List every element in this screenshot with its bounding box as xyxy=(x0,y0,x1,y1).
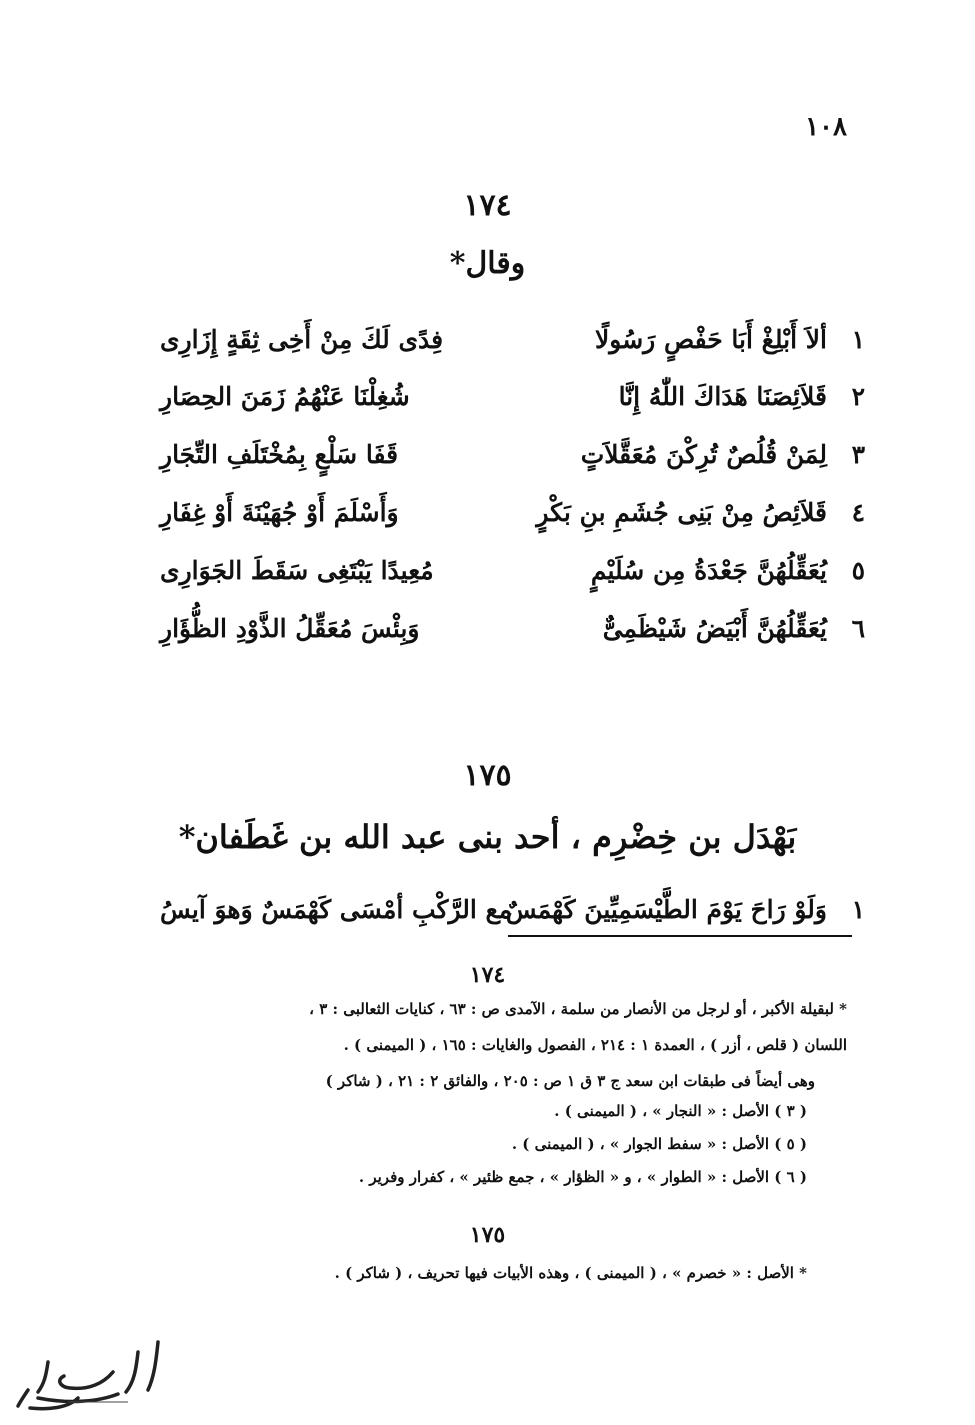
verse-number: ٥ xyxy=(851,556,865,585)
verse-row xyxy=(160,614,865,660)
poem-174-number: ١٧٤ xyxy=(463,188,512,223)
poem-175-number: ١٧٥ xyxy=(463,758,512,793)
footnote-line: ( ٥ ) الأصل : « سفط الجوار » ، ( الميمنى ) . xyxy=(511,1135,807,1153)
verse-number: ٣ xyxy=(851,440,865,469)
verse-second-hemistich: قَفَا سَلْعٍ بِمُخْتَلَفِ التِّجَارِ xyxy=(160,440,399,469)
verse-row xyxy=(160,440,865,486)
footnote-line: * الأصل : « خصرم » ، ( الميمنى ) ، وهذه الأبيات فيها تحريف ، ( شاكر ) . xyxy=(334,1264,807,1282)
verse-number: ٤ xyxy=(851,498,865,527)
verse-number: ١ xyxy=(851,325,865,354)
footnote-separator xyxy=(508,935,852,937)
verse-first-hemistich: يُعَقِّلُهُنَّ أَبْيَضُ شَيْظَمِىٌّ xyxy=(602,614,827,643)
page-number: ١٠٨ xyxy=(805,112,847,142)
verse-second-hemistich: مع الرَّكْبِ أمْسَى كَهْمَسٌ وَهوَ آيسُ xyxy=(160,895,513,924)
verse-number: ٦ xyxy=(851,614,865,643)
verse-number: ٢ xyxy=(851,382,865,411)
verse-second-hemistich: مُعِيدًا يَبْتَغِى سَقَطَ الجَوَارِى xyxy=(160,556,434,585)
verse-row xyxy=(160,556,865,602)
poem-175-title: بَهْدَل بن خِضْرِم ، أحد بنى عبد الله بن غَطَفان* xyxy=(178,818,797,856)
footnotes-174-heading: ١٧٤ xyxy=(469,962,506,988)
footnote-line: وهى أيضاً فى طبقات ابن سعد ج ٣ ق ١ ص : ٢٠٥ ، والفائق ٢ : ٢١ ، ( شاكر ) xyxy=(325,1072,815,1090)
footnote-line: ( ٦ ) الأصل : « الطوار » ، و « الظؤار » ، جمع ظئير » ، كفرار وفرير . xyxy=(358,1168,807,1186)
verse-row xyxy=(160,325,865,371)
verse-second-hemistich: شُغِلْنَا عَنْهُمُ زَمَنَ الحِصَارِ xyxy=(160,382,410,411)
footnotes-175-heading: ١٧٥ xyxy=(469,1222,506,1248)
verse-second-hemistich: وَبِئْسَ مُعَقِّلُ الذَّوْدِ الظُّؤَارِ xyxy=(160,614,420,643)
verse-second-hemistich: فِدًى لَكَ مِنْ أَخِى ثِقَةٍ إِزَارِى xyxy=(160,325,444,354)
verse-row xyxy=(160,498,865,544)
verse-first-hemistich: قَلاَئِصُ مِنْ بَنِى جُشَمِ بنِ بَكْرٍ xyxy=(536,498,827,527)
verse-row xyxy=(160,382,865,428)
verse-first-hemistich: وَلَوْ رَاحَ يَوْمَ الطَّيْسَمِيِّينَ كَهْمَسٌ xyxy=(505,895,827,924)
verse-first-hemistich: لِمَنْ قُلُصٌ تُرِكْنَ مُعَقَّلاَتٍ xyxy=(580,440,827,469)
footnote-line: ( ٣ ) الأصل : « النجار » ، ( الميمنى ) . xyxy=(554,1102,807,1120)
footnote-line: اللسان ( قلص ، أزر ) ، العمدة ١ : ٢١٤ ، الفصول والغايات : ١٦٥ ، ( الميمنى ) . xyxy=(343,1036,847,1054)
verse-second-hemistich: وَأَسْلَمَ أَوْ جُهَيْنَةَ أَوْ غِفَارِ xyxy=(160,498,399,527)
verse-first-hemistich: قَلاَئِصَنَا هَدَاكَ اللّٰهُ إِنَّا xyxy=(618,382,827,411)
verse-number: ١ xyxy=(851,895,865,924)
verse-first-hemistich: ألاَ أَبْلِغْ أَبَا حَفْصٍ رَسُولًا xyxy=(595,325,827,354)
footnote-line: * لبقيلة الأكبر ، أو لرجل من الأنصار من سلمة ، الآمدى ص : ٦٣ ، كنايات الثعالبى : ٣ ، xyxy=(309,1000,847,1018)
library-stamp-logo xyxy=(8,1332,178,1412)
poem-174-intro: وقال* xyxy=(449,246,526,281)
verse-first-hemistich: يُعَقِّلُهُنَّ جَعْدَةُ مِن سُلَيْمٍ xyxy=(590,556,827,585)
